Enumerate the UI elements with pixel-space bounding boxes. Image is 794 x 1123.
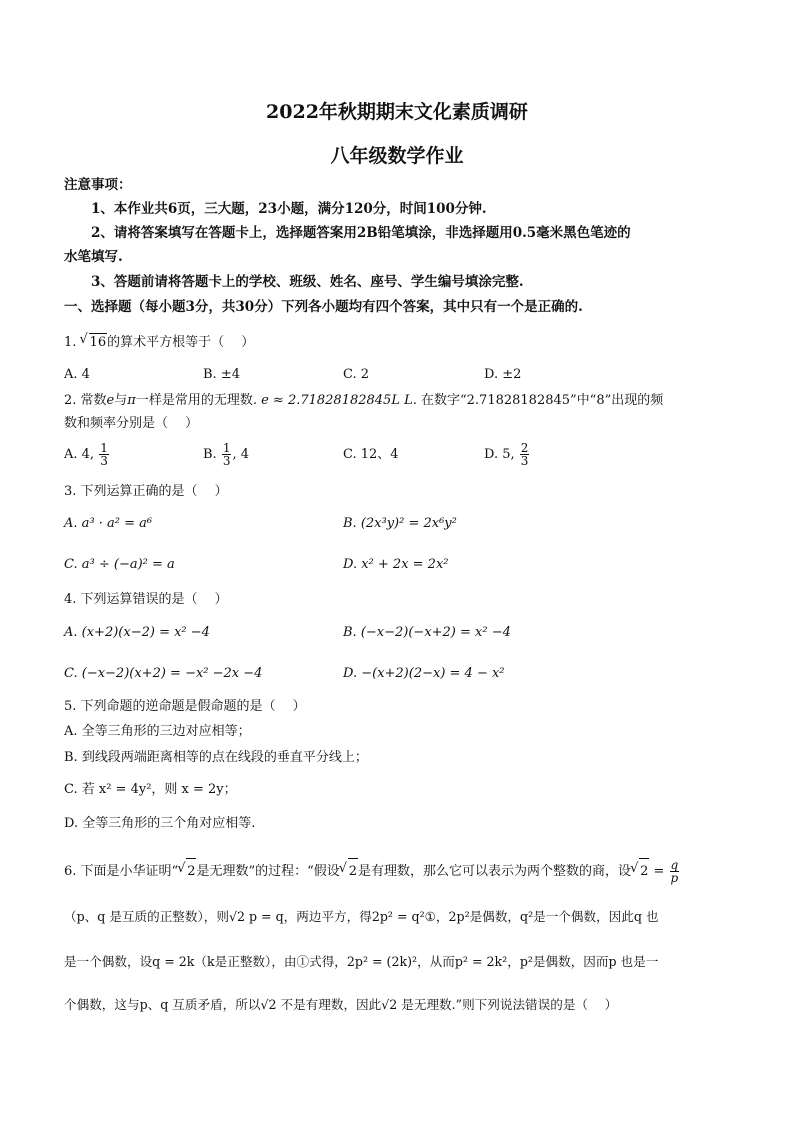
question-6-line-3: 是一个偶数，设q = 2k（k是正整数），由①式得，2p² = (2k)²，从而p² = 2k²，p²是偶数，因而p 也是一 (64, 954, 659, 969)
q2-b-prefix: B. (203, 447, 217, 462)
question-2-line-2: 数和频率分别是（ ） (64, 416, 199, 431)
exam-subtitle: 八年级数学作业 (330, 145, 464, 167)
note-item-2-cont: 水笔填写. (64, 249, 123, 265)
section-1-heading: 一、选择题（每小题3分，共30分）下列各小题均有四个答案，其中只有一个是正确的. (64, 299, 583, 315)
q1-stem: 的算术平方根等于（ ） (107, 335, 255, 350)
q2-option-c: C. 12、4 (343, 447, 399, 462)
q6-text-c: 是有理数，那么它可以表示为两个整数的商，设 (358, 864, 632, 879)
q3-option-d: D. x² + 2x = 2x² (343, 557, 449, 572)
question-6-line-1 (64, 858, 680, 885)
q2-b-num: 1 (222, 441, 231, 455)
q1-option-a: A. 4 (64, 367, 90, 382)
q2-option-b (203, 442, 249, 468)
q6-radicand-2: 2 (348, 864, 358, 879)
q4-option-b: B. (−x−2)(−x+2) = x² −4 (343, 625, 511, 640)
question-1 (64, 333, 254, 352)
q2-a-num: 1 (100, 441, 108, 455)
q2-a-fraction (99, 442, 109, 467)
q2-d-den: 3 (520, 454, 529, 468)
q6-fraction (670, 859, 680, 884)
q6-sqrt-2 (348, 858, 358, 885)
q4-option-a: A. (x+2)(x−2) = x² −4 (64, 625, 210, 640)
q6-sqrt-1 (186, 858, 196, 885)
q5-option-a: A. 全等三角形的三边对应相等； (64, 724, 251, 739)
question-6-line-4: 个偶数，这与p、q 互质矛盾，所以√2 不是有理数，因此√2 是无理数.”则下列说法错误的是（ ） (64, 997, 618, 1012)
q5-option-b: B. 到线段两端距离相等的点在线段的垂直平分线上； (64, 750, 368, 765)
q2-text-a: 2. 常数 (64, 393, 107, 408)
question-3: 3. 下列运算正确的是（ ） (64, 484, 228, 499)
q5-option-c: C. 若 x² = 4y²，则 x = 2y； (64, 782, 237, 797)
note-item-1: 1、本作业共6页，三大题，23小题，满分120分，时间100分钟. (91, 201, 487, 217)
q2-text-b: 与 (114, 393, 128, 408)
q1-option-c: C. 2 (343, 367, 370, 382)
q3-option-b: B. (2x³y)² = 2x⁶y² (343, 516, 457, 531)
note-item-3: 3、答题前请将答题卡上的学校、班级、姓名、座号、学生编号填涂完整. (91, 274, 524, 290)
note-item-2: 2、请将答案填写在答题卡上，选择题答案用2B铅笔填涂，非选择题用0.5毫米黑色笔迹的 (91, 225, 631, 241)
q3-option-c: C. a³ ÷ (−a)² = a (64, 557, 175, 572)
q2-b-fraction (222, 442, 232, 467)
q2-b-den: 3 (222, 454, 231, 468)
q1-sqrt (89, 333, 108, 352)
q6-frac-num: q (670, 858, 679, 872)
notes-heading: 注意事项： (64, 177, 132, 193)
q2-text-c: 一样是常用的无理数. (135, 393, 257, 408)
q1-number: 1. (64, 335, 77, 350)
q2-d-prefix: D. 5, (484, 447, 515, 462)
q2-d-fraction (520, 442, 530, 467)
q6-radicand-3: 2 (640, 864, 649, 879)
q6-frac-den: p (670, 871, 679, 885)
q6-radicand-1: 2 (187, 864, 196, 879)
q2-text-d: . 在数字“2.71828182845”中“8”出现的频 (412, 393, 664, 408)
q2-a-den: 3 (100, 454, 108, 468)
q1-option-b: B. ±4 (203, 367, 240, 382)
question-5: 5. 下列命题的逆命题是假命题的是（ ） (64, 699, 306, 714)
question-4: 4. 下列运算错误的是（ ） (64, 592, 228, 607)
q2-option-a (64, 442, 110, 468)
q1-radicand: 16 (89, 335, 107, 350)
question-2-line-1 (64, 392, 663, 410)
q6-equals: = (653, 864, 665, 879)
exam-title: 2022年秋期期末文化素质调研 (266, 101, 528, 123)
q6-text-b: 是无理数”的过程：“假设 (196, 864, 340, 879)
q2-pi: π (127, 393, 136, 408)
q2-option-d (484, 442, 530, 468)
q2-a-prefix: A. 4, (64, 447, 95, 462)
question-6-line-2: （p、q 是互质的正整数），则√2 p = q，两边平方，得2p² = q²①，2p²是偶数，q²是一个偶数，因此q 也 (64, 909, 659, 924)
q4-option-c: C. (−x−2)(x+2) = −x² −2x −4 (64, 666, 263, 681)
q6-sqrt-3 (639, 858, 649, 885)
q2-b-suffix: , 4 (232, 447, 250, 462)
q2-approx: e ≈ 2.71828182845L L (261, 393, 413, 408)
q6-text-a: 6. 下面是小华证明“ (64, 864, 179, 879)
q5-option-d: D. 全等三角形的三个角对应相等. (64, 816, 256, 831)
q1-option-d: D. ±2 (484, 367, 522, 382)
q4-option-d: D. −(x+2)(2−x) = 4 − x² (343, 666, 505, 681)
q2-d-num: 2 (520, 441, 529, 455)
q2-e: e (106, 393, 115, 408)
q3-option-a: A. a³ · a² = a⁶ (64, 516, 153, 531)
